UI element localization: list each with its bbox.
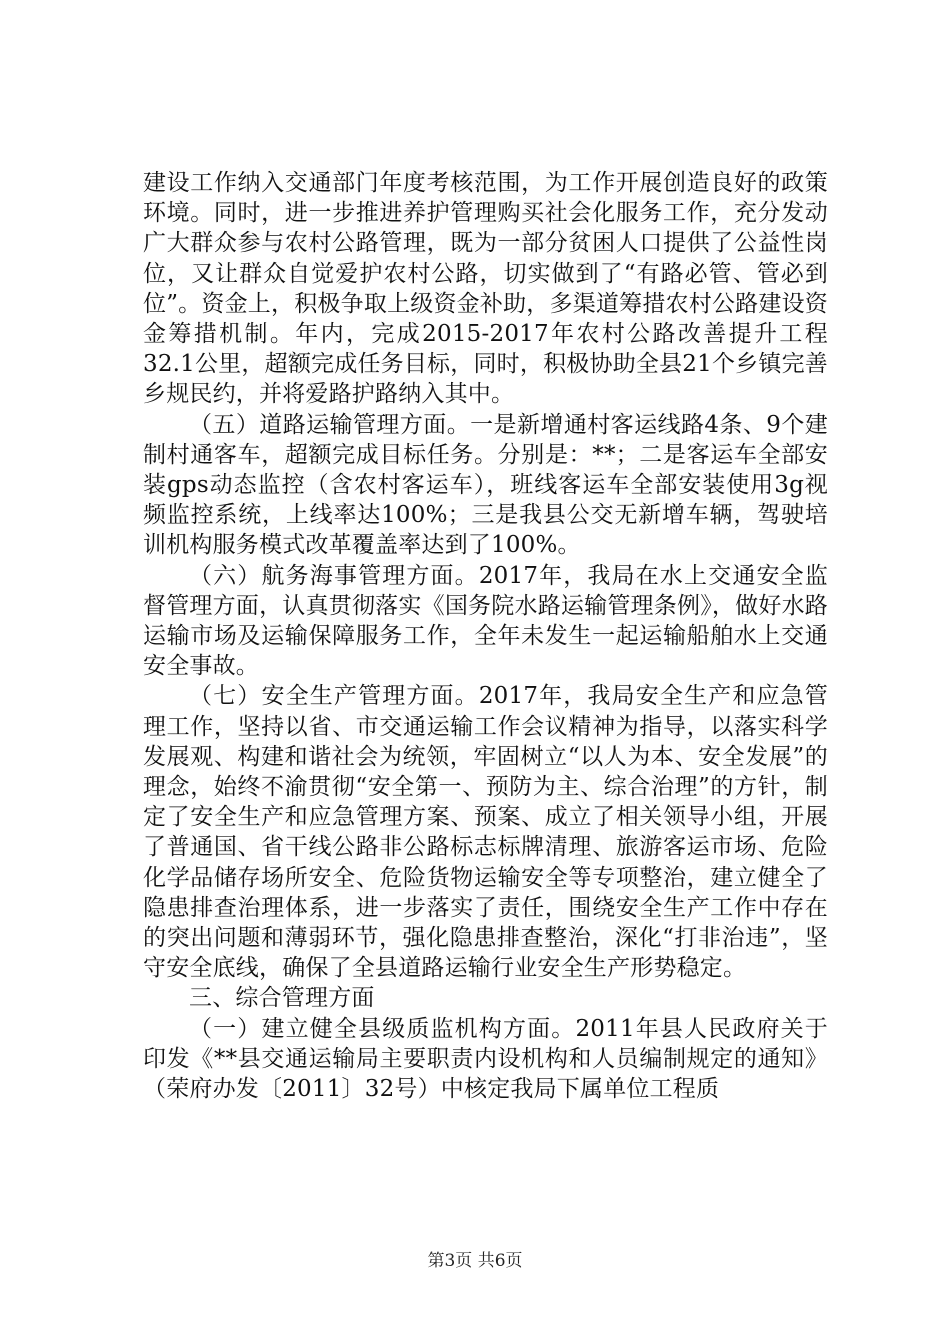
section-heading: 三、综合管理方面 [189,985,375,1012]
paragraph-1: 建设工作纳入交通部门年度考核范围，为工作开展创造良好的政策环境。同时，进一步推进养护管理购买社会化服务工作，充分发动广大群众参与农村公路管理，既为一部分贫困人口提供了公益性岗位，又让群众自觉爱护农村公路，切实做到了“有路必管、管必到位”。资金上，积极争取上级资金补助，多渠道筹措农村公路建设资金筹措机制。年内，完成2015-2017年农村公路改善提升工程32.1公里，超额完成任务目标，同时，积极协助全县21个乡镇完善乡规民约，并将爱路护路纳入其中。 [143,170,828,408]
paragraph-5: （一）建立健全县级质监机构方面。2011年县人民政府关于印发《**县交通运输局主要职责内设机构和人员编制规定的通知》（荣府办发〔2011〕32号）中核定我局下属单位工程质 [143,1015,828,1103]
document-body [143,168,828,1104]
page-footer: 第3页 共6页 [427,1251,523,1271]
paragraph-3: （六）航务海事管理方面。2017年，我局在水上交通安全监督管理方面，认真贯彻落实《国务院水路运输管理条例》，做好水路运输市场及运输保障服务工作，全年未发生一起运输船舶水上交通安全事故。 [143,562,828,680]
paragraph-2: （五）道路运输管理方面。一是新增通村客运线路4条、9个建制村通客车，超额完成目标任务。分别是：**；二是客运车全部安装gps动态监控（含农村客运车），班线客运车全部安装使用3g视频监控系统，上线率达100%；三是我县公交无新增车辆，驾驶培训机构服务模式改革覆盖率达到了100%。 [143,411,828,559]
paragraph-4: （七）安全生产管理方面。2017年，我局安全生产和应急管理工作，坚持以省、市交通运输工作会议精神为指导，以落实科学发展观、构建和谐社会为统领，牢固树立“以人为本、安全发展”的理念，始终不渝贯彻“安全第一、预防为主、综合治理”的方针，制定了安全生产和应急管理方案、预案、成立了相关领导小组，开展了普通国、省干线公路非公路标志标牌清理、旅游客运市场、危险化学品储存场所安全、危险货物运输安全等专项整治，建立健全了隐患排查治理体系，进一步落实了责任，围绕安全生产工作中存在的突出问题和薄弱环节，强化隐患排查整治，深化“打非治违”，坚守安全底线，确保了全县道路运输行业安全生产形势稳定。 [143,683,828,982]
